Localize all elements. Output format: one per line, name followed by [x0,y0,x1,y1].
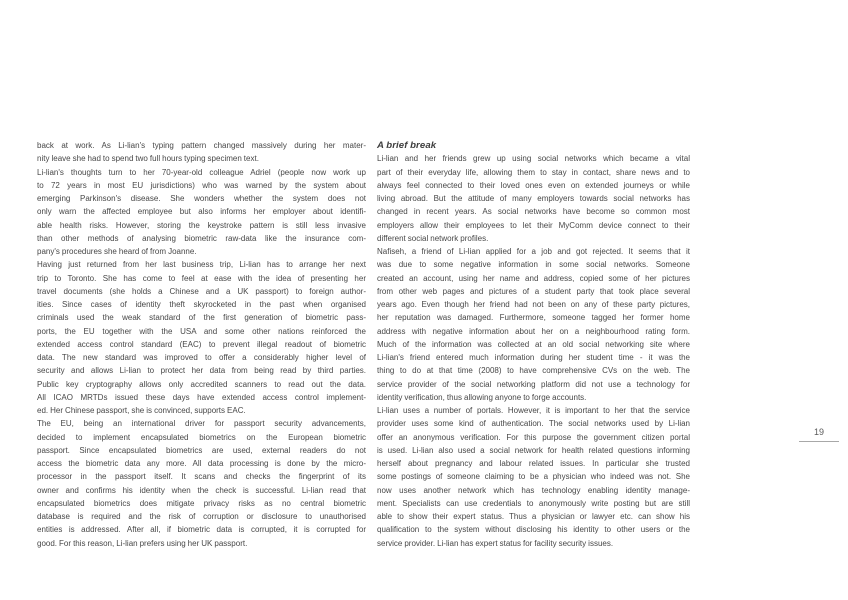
text-line: pany's procedures she heard of from Joanne. [37,247,197,256]
text-line: database is required and the risk of corruption or disclosure to unauthorised [37,512,366,521]
text-line: ed. Her Chinese passport, she is convinced, supports EAC. [37,406,246,415]
text-line: from other web pages and pictures of a student party that took place several [377,286,690,296]
paragraph [377,245,690,404]
text-line: Li-lian uses a number of portals. However, it is important to her that the service [377,406,690,415]
text-line: access the biometric data any more. All data processing is done by the micro- [37,459,366,468]
text-line: security and allows Li-lian to protect her data from being read by third parties. [37,366,366,376]
text-line: able health risks. However, storing the keystroke pattern is still less invasive [37,220,366,230]
text-line: changed in recent years. As social networks have become so common most [377,207,690,217]
text-line: than other methods of analysing biometric raw-data like the insurance com- [37,233,366,243]
text-line: service provider. Li-lian has expert status for facility security issues. [377,538,614,548]
text-line: entities is addressed. After all, if biometric data is corrupted, it is corrupted for [37,525,366,535]
text-line: provider uses some kind of authentication. The social networks used by Li-lian [377,419,690,429]
right-text-column [377,139,690,550]
text-line: address with negative information about her on a neighbourhood rating form. [377,326,690,336]
page-number: 19 [813,427,824,437]
text-line: living abroad. But the attitude of many employers towards social networks has [377,194,690,203]
text-line: offer an anonymous verification. For this purpose the government citizen portal [377,432,690,442]
text-line: nity leave she had to spend two full hours typing specimen text. [37,154,259,164]
paragraph [37,139,366,166]
text-line: is used. Li-lian also used a social network for health related questions informing [377,445,690,455]
text-line: back at work. As Li-lian's typing pattern changed massively during her mater- [37,141,366,150]
paragraph [37,258,366,417]
text-line: created an account, using her name and address, copied some of her pictures [377,273,690,283]
text-line: service provider of the social networking platform did not use a technology for [377,379,690,389]
page-number-rule [799,441,839,442]
paragraph [37,417,366,550]
text-line: ities. Since cases of identity theft skyrocketed in the past when organised [37,300,366,309]
text-line: The EU, being an international driver for passport security advancements, [37,419,366,429]
text-line: her reputation was damaged. Furthermore, someone tagged her former home [377,313,690,323]
text-line: good. For this reason, Li-lian prefers using her UK passport. [37,538,248,548]
text-line: decided to implement encapsulated biometrics on the European biometric [37,432,366,442]
text-line: thing to do at that time (2008) to have comprehensive CVs on the web. The [377,366,690,376]
text-line: travel documents (she holds a Chinese and a UK passport) to foreign author- [37,286,366,296]
text-line: to 72 years in most EU jurisdictions) who was warned by the system about [37,180,366,190]
text-line: extended access control standard (EAC) to prevent illegal readout of biometric [37,339,366,349]
text-line: Much of the information was collected at an old social networking site where [377,339,690,349]
text-line: Public key cryptography allows only accredited scanners to read out the data. [37,379,366,389]
text-line: passport. Since encapsulated biometrics are used, external readers do not [37,445,366,455]
text-line: Li-lian's thoughts turn to her 70-year-old colleague Adriel (people now work up [37,167,366,177]
text-line: data. The new standard was improved to offer a considerably higher level of [37,353,366,362]
text-line: only warn the affected employee but also informs her employer about identifi- [37,207,366,217]
text-line: qualification to the system without disclosing his identity to other users or the [377,525,690,535]
text-line: ports, the EU together with the USA and some other nations reinforced the [37,326,366,336]
text-line: some postings of someone claiming to be a physician who indeed was not. She [377,472,690,482]
text-line: identity verification, thus allowing anyone to forge accounts. [377,392,587,402]
paragraph [37,166,366,259]
text-line: criminals used the weak standard of the first generation of biometric pass- [37,313,366,323]
text-line: encapsulated biometrics does mitigate privacy risks as no central biometric [37,498,366,508]
text-line: owner and confirms his identity when the check is successful. Li-lian read that [37,485,366,495]
text-line: processor in the passport itself. It scans and checks the fingerprint of its [37,472,366,482]
text-line: emerging Parkinson's disease. She wonders whether the system does not [37,194,366,203]
text-line: Li-lian's friend entered much information during her student time - it was the [377,353,690,362]
text-line: part of their everyday life, allowing them to stay in contact, share news and to [377,167,690,177]
text-line: years ago. Even though her friend had not been on any of these party pictures, [377,300,690,309]
text-line: always feel connected to their loved ones even on extended journeys or while [377,180,690,190]
text-line: Having just returned from her last business trip, Li-lian has to arrange her next [37,260,366,270]
text-line: herself about pregnancy and labour related issues. In particular she trusted [377,459,690,468]
text-line: All ICAO MRTDs issued these days have extended access control implement- [37,392,366,402]
text-line: was due to some negative information in some social networks. Someone [377,260,690,270]
page-number-block [799,426,839,442]
text-line: trip to Toronto. She has come to feel at ease with the idea of presenting her [37,273,366,283]
section-heading: A brief break [377,140,437,151]
text-line: now uses another network which has technology enabling identity manage- [377,485,690,495]
text-line: different social network profiles. [377,233,489,243]
paragraph [377,404,690,550]
text-line: Nafiseh, a friend of Li-lian applied for a job and got rejected. It seems that it [377,247,690,256]
text-line: employers allow their employees to let their MyComm device connect to their [377,220,690,230]
left-text-column [37,139,366,550]
text-line: Li-lian and her friends grew up using social networks which became a vital [377,154,690,164]
text-line: able to show their expert status. Thus a physician or lawyer etc. can show his [377,512,690,521]
paragraph [377,152,690,245]
text-line: ment. Specialists can use credentials to anonymously write posting but are still [377,498,690,508]
